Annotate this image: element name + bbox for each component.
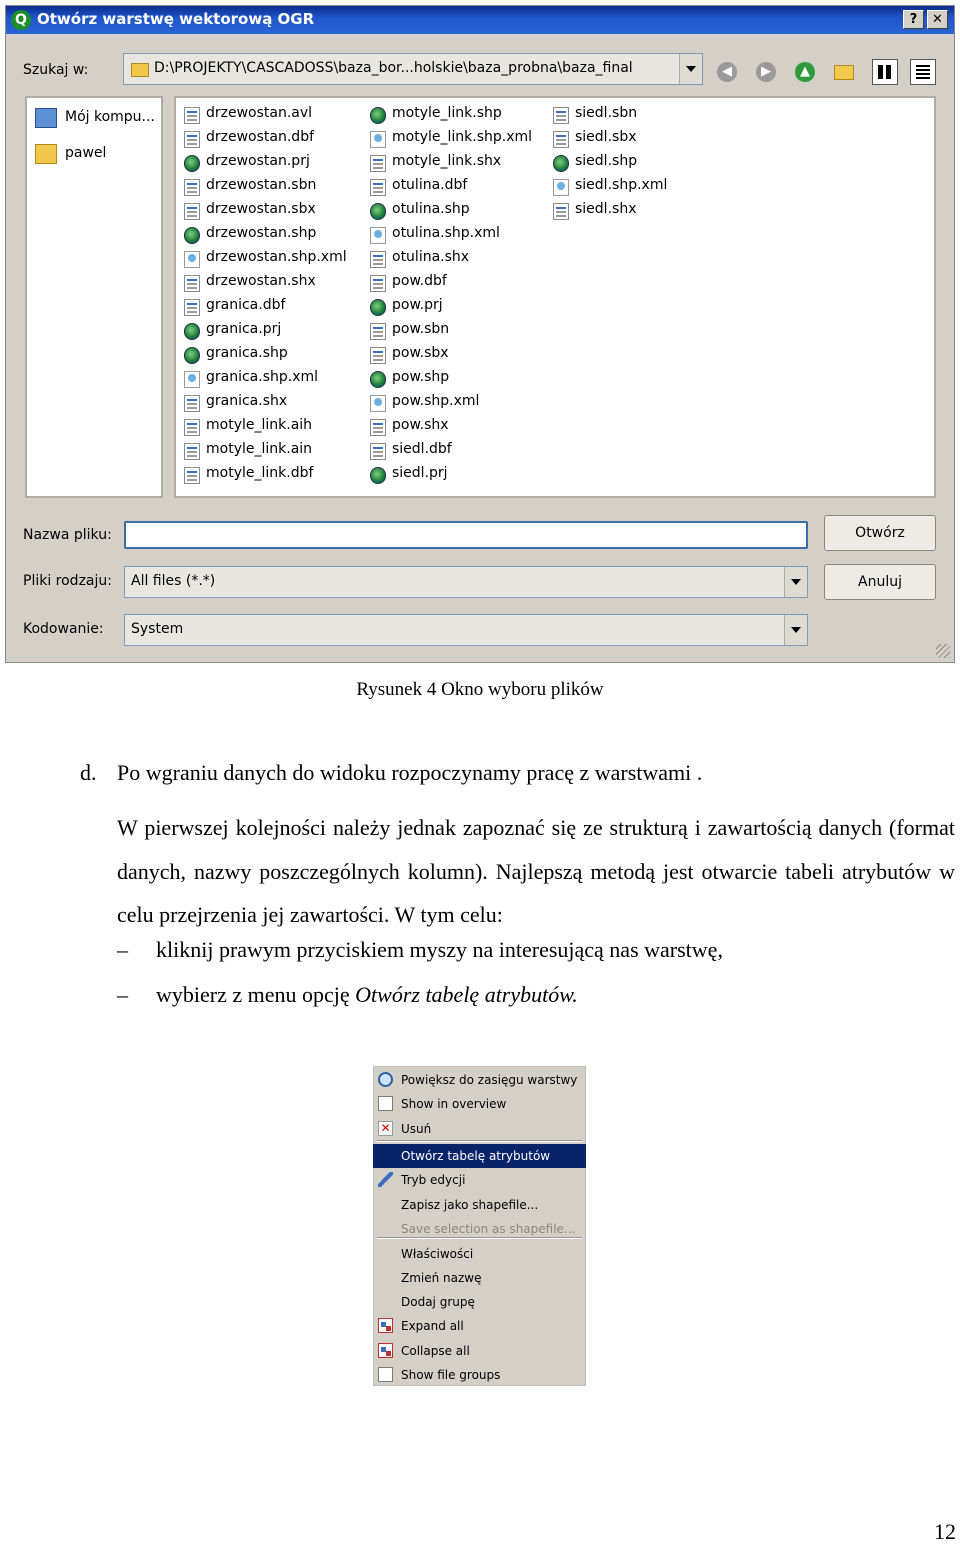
xml-file-icon: [370, 131, 386, 148]
tree-icon: [378, 1343, 393, 1358]
arrow-up-icon: ▲: [795, 62, 815, 82]
open-button[interactable]: Otwórz: [824, 515, 936, 551]
places-sidebar: [25, 96, 163, 498]
file-name: drzewostan.dbf: [206, 129, 315, 145]
menu-item-label: Collapse all: [401, 1344, 470, 1358]
forward-button[interactable]: [753, 59, 779, 85]
file-icon: [184, 107, 200, 124]
shapefile-icon: [184, 155, 200, 172]
file-name: otulina.dbf: [392, 177, 468, 193]
file-name: siedl.prj: [392, 465, 448, 481]
file-name: granica.prj: [206, 321, 282, 337]
file-icon: [184, 467, 200, 484]
menu-item-label: Zapisz jako shapefile...: [401, 1198, 539, 1212]
figure-caption: Rysunek 4 Okno wyboru plików: [356, 679, 604, 700]
file-icon: [553, 131, 569, 148]
file-icon: [184, 131, 200, 148]
pencil-icon: [378, 1172, 393, 1187]
xml-file-icon: [553, 179, 569, 196]
folder-icon: [35, 144, 57, 164]
place-label: pawel: [65, 145, 107, 161]
arrow-right-icon: ▶: [756, 62, 776, 82]
list-view-button[interactable]: [872, 59, 898, 85]
tree-icon: [378, 1318, 393, 1333]
encoding-combo[interactable]: [124, 614, 808, 646]
shapefile-icon: [184, 347, 200, 364]
folder-icon: [131, 63, 149, 77]
file-name: motyle_link.dbf: [206, 465, 314, 481]
resize-grip-icon[interactable]: [936, 644, 950, 658]
encoding-value: System: [131, 621, 184, 637]
file-name: motyle_link.ain: [206, 441, 313, 457]
dialog-title: Otwórz warstwę wektorową OGR: [37, 10, 315, 28]
encoding-label: Kodowanie:: [23, 621, 104, 637]
menu-item-label: Expand all: [401, 1319, 464, 1333]
shapefile-icon: [370, 203, 386, 220]
new-folder-icon: [834, 65, 854, 80]
checkbox-icon: [378, 1096, 393, 1111]
file-name: motyle_link.shx: [392, 153, 502, 169]
file-name: otulina.shp.xml: [392, 225, 500, 241]
menu-item[interactable]: [373, 1290, 586, 1314]
file-name: siedl.dbf: [392, 441, 452, 457]
place-label: Mój kompu...: [65, 109, 155, 125]
shapefile-icon: [370, 467, 386, 484]
file-icon: [184, 275, 200, 292]
list-item-text: Po wgraniu danych do widoku rozpoczynamy pracę z warstwami .: [117, 760, 703, 785]
file-name: drzewostan.prj: [206, 153, 310, 169]
menu-item[interactable]: [373, 1363, 586, 1387]
file-icon: [370, 251, 386, 268]
shapefile-icon: [370, 299, 386, 316]
file-name: granica.shp.xml: [206, 369, 319, 385]
file-icon: [184, 299, 200, 316]
menu-item[interactable]: [373, 1314, 586, 1338]
file-name: siedl.shp.xml: [575, 177, 668, 193]
file-icon: [370, 275, 386, 292]
menu-item[interactable]: [373, 1242, 586, 1266]
file-name: drzewostan.shp.xml: [206, 249, 347, 265]
look-in-combo[interactable]: [123, 53, 703, 85]
shapefile-icon: [553, 155, 569, 172]
xml-file-icon: [184, 251, 200, 268]
file-name: pow.shp: [392, 369, 450, 385]
list-marker: d.: [80, 760, 97, 785]
menu-item-label: Tryb edycji: [401, 1173, 466, 1187]
detail-view-icon: [916, 65, 930, 79]
xml-file-icon: [370, 395, 386, 412]
file-name: granica.dbf: [206, 297, 286, 313]
shapefile-icon: [184, 227, 200, 244]
file-icon: [184, 443, 200, 460]
file-name: otulina.shp: [392, 201, 470, 217]
menu-item-label: Show file groups: [401, 1368, 501, 1382]
menu-item[interactable]: [373, 1068, 586, 1092]
file-icon: [370, 155, 386, 172]
file-icon: [370, 419, 386, 436]
menu-item[interactable]: [373, 1193, 586, 1217]
grid-view-icon: [878, 65, 892, 79]
file-icon: [553, 203, 569, 220]
bullet-text-1: kliknij prawym przyciskiem myszy na interesującą nas warstwę,: [156, 937, 723, 962]
page-number: 12: [934, 1519, 956, 1544]
file-name: otulina.shx: [392, 249, 470, 265]
file-name: pow.shp.xml: [392, 393, 480, 409]
cancel-button[interactable]: Anuluj: [824, 564, 936, 600]
file-name: drzewostan.shx: [206, 273, 316, 289]
file-icon: [370, 323, 386, 340]
bullet-text-2-prefix: wybierz z menu opcję: [156, 982, 356, 1007]
bullet-text-2: [156, 982, 578, 1008]
file-name: pow.sbx: [392, 345, 449, 361]
shapefile-icon: [370, 371, 386, 388]
file-name: pow.prj: [392, 297, 443, 313]
parent-directory-button[interactable]: [792, 59, 818, 85]
file-list: [174, 96, 936, 498]
file-name: drzewostan.avl: [206, 105, 313, 121]
file-icon: [184, 203, 200, 220]
open-ogr-dialog: [5, 5, 955, 663]
bullet-text-2-italic: Otwórz tabelę atrybutów.: [355, 982, 578, 1007]
xml-file-icon: [184, 371, 200, 388]
file-icon: [553, 107, 569, 124]
menu-item[interactable]: [373, 1339, 586, 1363]
checkbox-icon: [378, 1367, 393, 1382]
new-folder-button[interactable]: [831, 59, 857, 85]
help-button[interactable]: ?: [903, 10, 924, 29]
file-name: drzewostan.sbx: [206, 201, 316, 217]
file-name: siedl.sbx: [575, 129, 637, 145]
menu-item[interactable]: [373, 1266, 586, 1290]
file-name: motyle_link.shp: [392, 105, 502, 121]
file-icon: [184, 419, 200, 436]
file-name: motyle_link.shp.xml: [392, 129, 533, 145]
chevron-down-icon[interactable]: [784, 615, 807, 645]
bullet-marker: –: [117, 982, 128, 1007]
filename-label: Nazwa pliku:: [23, 527, 112, 543]
magnifier-icon: [378, 1072, 393, 1087]
file-name: pow.dbf: [392, 273, 447, 289]
file-icon: [370, 179, 386, 196]
menu-item-label: Powiększ do zasięgu warstwy: [401, 1073, 578, 1087]
chevron-down-icon[interactable]: [784, 567, 807, 597]
file-name: granica.shp: [206, 345, 288, 361]
menu-item-label: Save selection as shapefile...: [401, 1222, 576, 1236]
body-paragraph: W pierwszej kolejności należy jednak zapoznać się ze strukturą i zawartością danych (format danych, nazwy poszczególnych kolumn). Najlepszą metodą jest otwarcie tabeli atrybutów w celu przejrzenia jej zawartości. W tym celu:: [117, 815, 955, 927]
menu-item[interactable]: [373, 1168, 586, 1192]
shapefile-icon: [184, 323, 200, 340]
menu-item-label: Usuń: [401, 1122, 432, 1136]
filename-input[interactable]: [124, 521, 808, 549]
menu-item-label: Dodaj grupę: [401, 1295, 475, 1309]
file-name: motyle_link.aih: [206, 417, 313, 433]
menu-item[interactable]: [373, 1117, 586, 1141]
menu-item: [373, 1217, 586, 1241]
layer-context-menu: [373, 1066, 586, 1386]
shapefile-icon: [370, 107, 386, 124]
file-name: siedl.sbn: [575, 105, 638, 121]
file-name: siedl.shx: [575, 201, 637, 217]
filetype-value: All files (*.*): [131, 573, 216, 589]
remove-icon: ✕: [378, 1121, 393, 1136]
chevron-down-icon[interactable]: [679, 54, 702, 84]
close-button[interactable]: ✕: [927, 10, 948, 29]
file-icon: [184, 179, 200, 196]
computer-icon: [35, 108, 57, 128]
menu-item-label: Właściwości: [401, 1247, 474, 1261]
file-name: granica.shx: [206, 393, 288, 409]
detail-view-button[interactable]: [910, 59, 936, 85]
menu-item-label: Zmień nazwę: [401, 1271, 482, 1285]
look-in-path: D:\PROJEKTY\CASCADOSS\baza_bor...holskie\baza_probna\baza_final: [154, 60, 633, 76]
file-name: pow.shx: [392, 417, 449, 433]
menu-item[interactable]: [373, 1144, 586, 1168]
title-bar[interactable]: [6, 6, 954, 34]
file-icon: [370, 347, 386, 364]
menu-item-label: Show in overview: [401, 1097, 507, 1111]
file-icon: [370, 443, 386, 460]
xml-file-icon: [370, 227, 386, 244]
file-name: drzewostan.shp: [206, 225, 317, 241]
arrow-left-icon: ◀: [717, 62, 737, 82]
filetype-combo[interactable]: [124, 566, 808, 598]
qgis-logo-icon: Q: [11, 10, 31, 30]
file-icon: [184, 395, 200, 412]
menu-item[interactable]: [373, 1092, 586, 1116]
file-name: drzewostan.sbn: [206, 177, 317, 193]
look-in-label: Szukaj w:: [23, 62, 89, 78]
file-name: siedl.shp: [575, 153, 638, 169]
file-name: pow.sbn: [392, 321, 450, 337]
menu-item-label: Otwórz tabelę atrybutów: [401, 1149, 551, 1163]
back-button[interactable]: [714, 59, 740, 85]
bullet-marker: –: [117, 937, 128, 962]
filetype-label: Pliki rodzaju:: [23, 573, 112, 589]
